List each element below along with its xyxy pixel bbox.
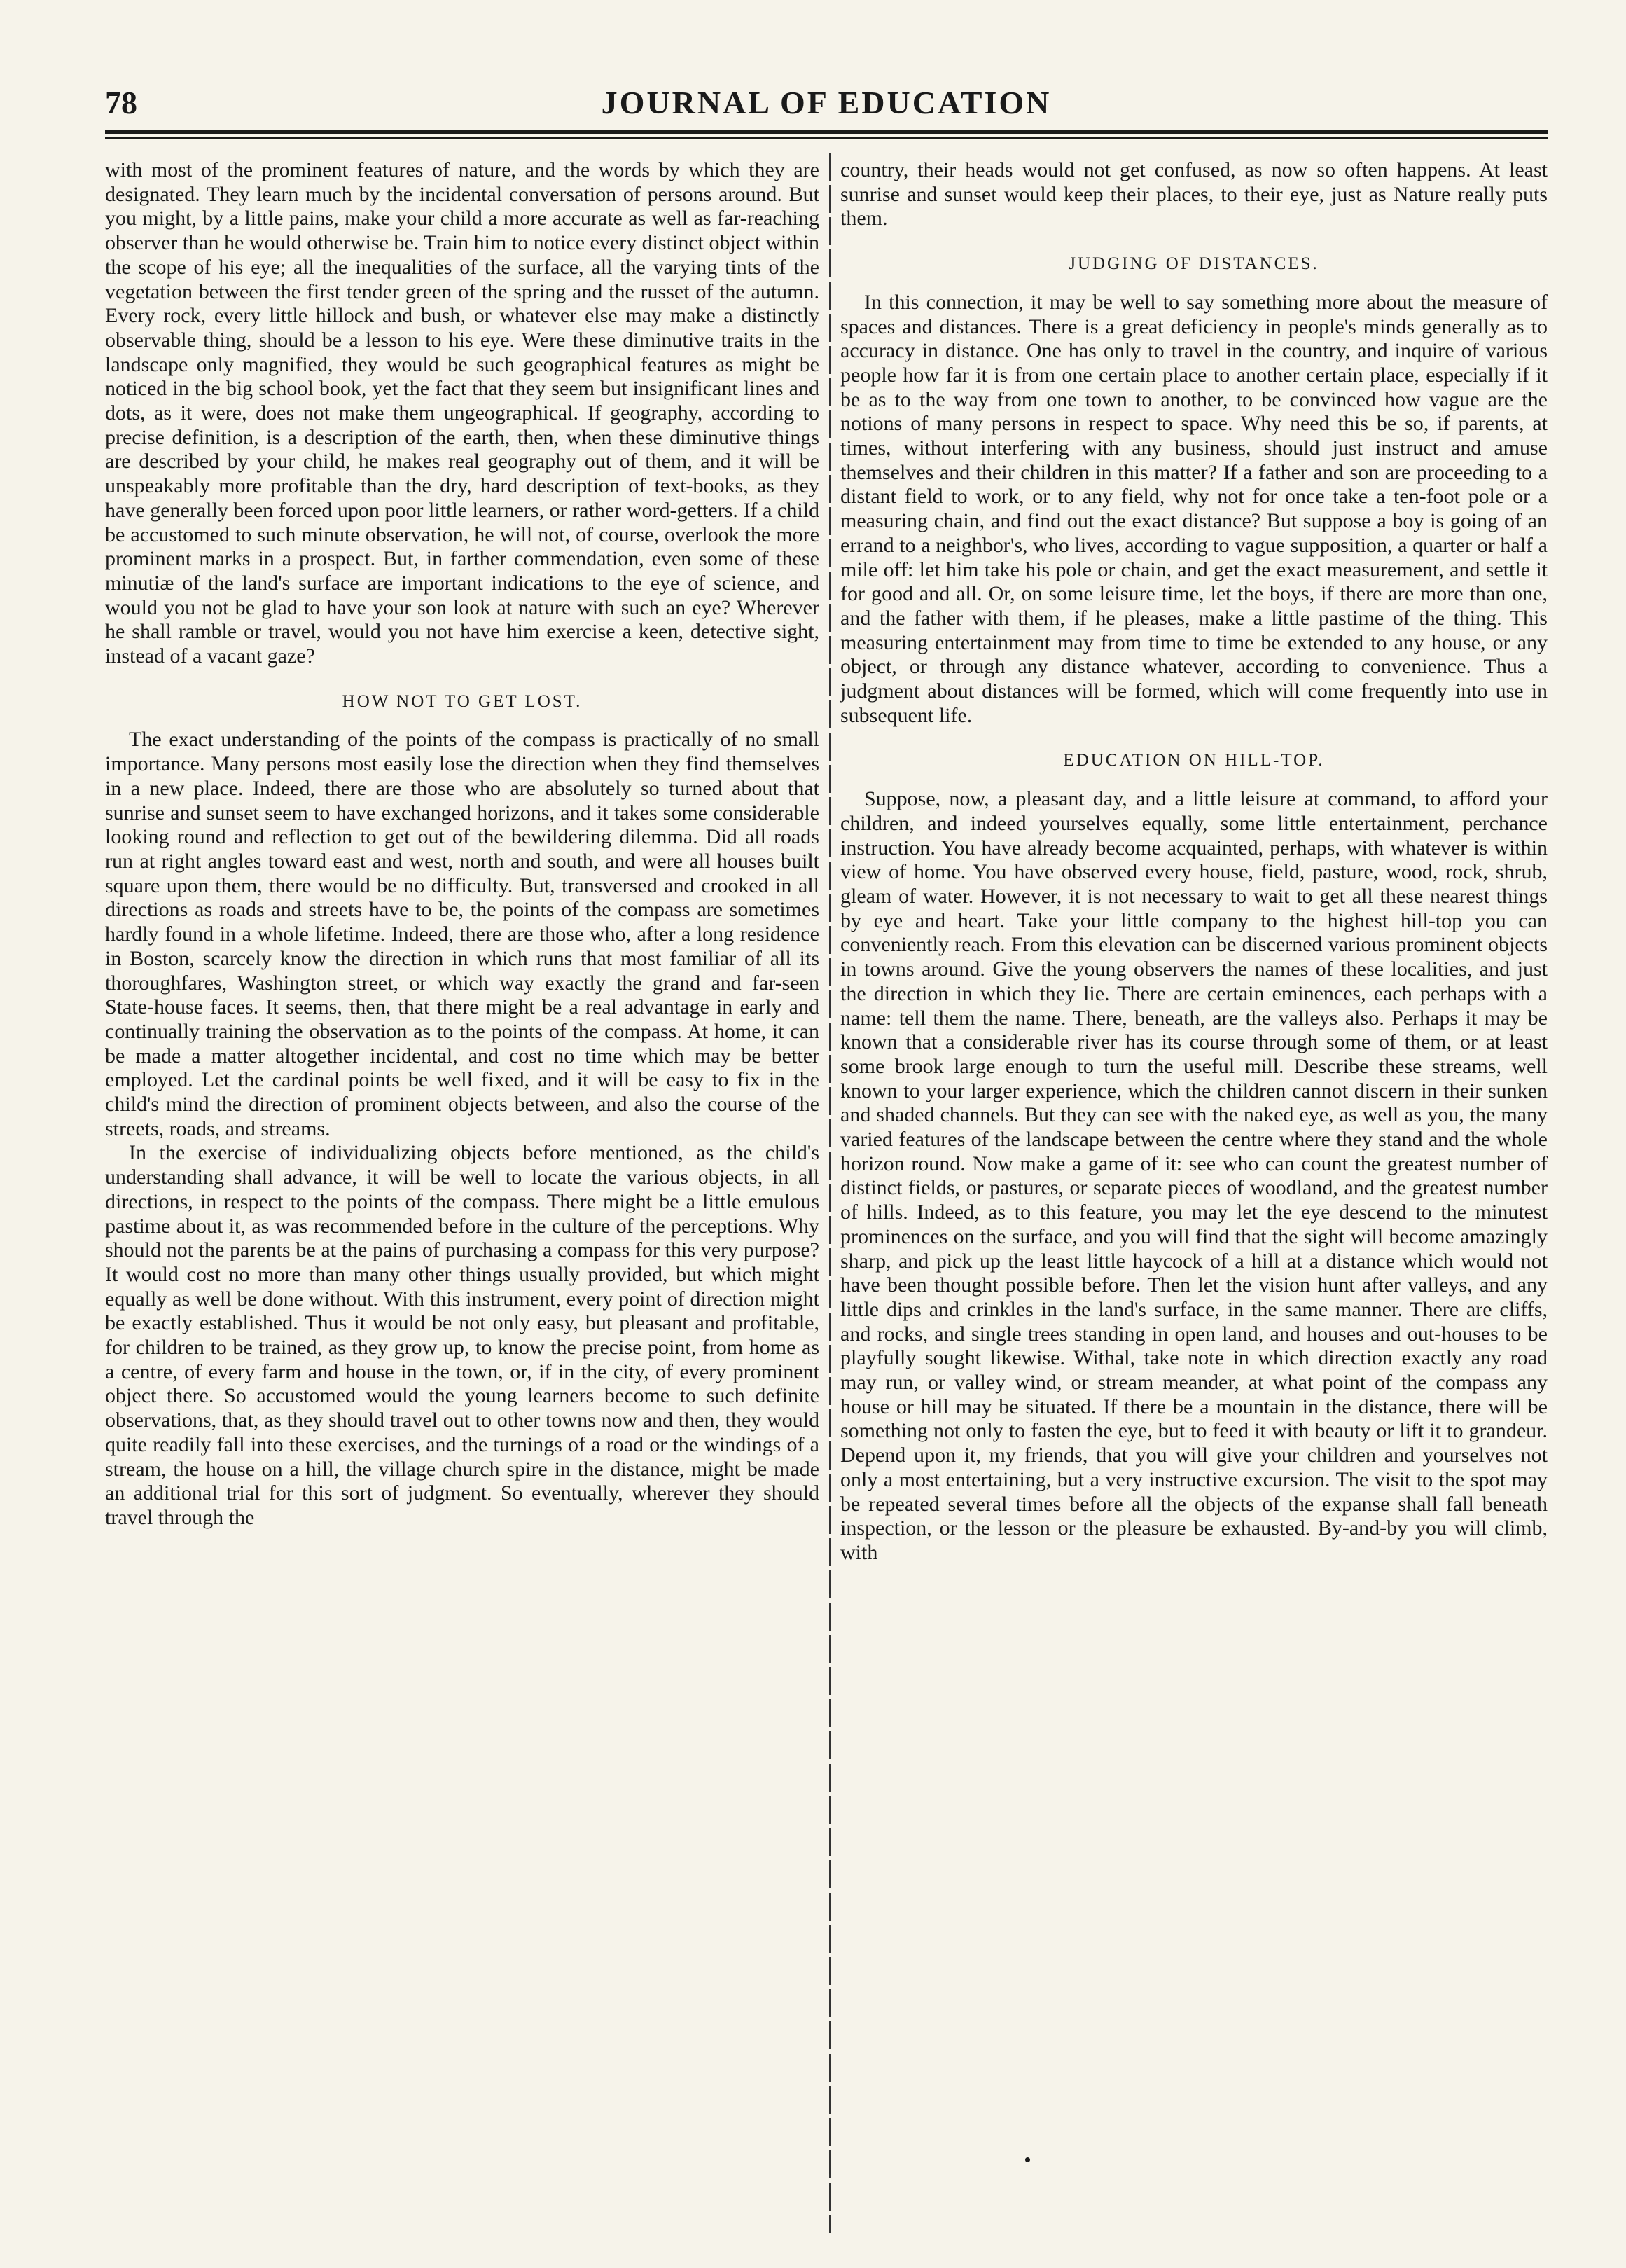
left-paragraph-2: The exact understanding of the points of the compass is practically of no small importance. Many persons most easily lose the direction when they find themselves in a new place. Indeed, there are those who are absolutely so turned about that sunrise and sunset seem to have exchanged horizons, and it takes some considerable looking round and reflection to get out of the bewildering dilemma. Did all roads run at right angles toward east and west, north and south, and were all houses built square upon them, there would be no difficulty. But, transversed and crooked in all directions as roads and streets have to be, the points of the compass are sometimes hardly found in a whole lifetime. Indeed, there are those who, after a long residence in Boston, scarcely know the direction in which runs that most familiar of all its thoroughfares, Washington street, or which way exactly the grand and far-seen State-house faces. It seems, then, that there might be a real advantage in early and continually training the observation as to the points of the compass. At home, it can be made a matter altogether incidental, and cost no time which may be better employed. Let the cardinal points be well fixed, and it will be easy to fix in the child's mind the direction of prominent objects between, and also the course of the streets, roads, and streams. (105, 728, 819, 1140)
header-rule-thin (105, 137, 1548, 139)
right-column (840, 158, 1548, 2232)
left-paragraph-3: In the exercise of individualizing objects before mentioned, as the child's understanding shall advance, it will be well to locate the various objects, in all directions, in respect to the points of the compass. There might be a little emulous pastime about it, as was recommended before in the culture of the perceptions. Why should not the parents be at the pains of purchasing a compass for this very purpose? It would cost no more than many other things usually provided, but which might equally as well be done without. With this instrument, every point of direction might be exactly established. Thus it would be not only easy, but pleasant and profitable, for children to be trained, as they grow up, to know the precise point, from home as a centre, of every farm and house in the town, or, if in the city, of every prominent object there. So accustomed would the young learners become to such definite observations, that, as they should travel out to other towns now and then, they would quite readily fall into these exercises, and the turnings of a road or the windings of a stream, the house on a hill, the village church spire in the distance, might be made an additional trial for this sort of judgment. So eventually, wherever they should travel through the (105, 1141, 819, 1529)
section-heading-judging-of-distances: JUDGING OF DISTANCES. (1069, 254, 1319, 274)
section-heading-education-on-hill-top: EDUCATION ON HILL-TOP. (1063, 751, 1325, 770)
page-number: 78 (105, 85, 137, 120)
header-rule-thick (105, 130, 1548, 134)
page-header (105, 83, 1548, 125)
running-title: JOURNAL OF EDUCATION (601, 85, 1052, 120)
printer-mark-dot (1025, 2157, 1030, 2162)
column-divider (829, 153, 831, 2233)
right-paragraph-2: In this connection, it may be well to say something more about the measure of spaces and distances. There is a great deficiency in people's minds generally as to accuracy in distance. One has only to travel in the country, and inquire of various people how far it is from one certain place to another certain place, especially if it be as to the way from one town to another, to be convinced how vague are the notions of many persons in respect to space. Why need this be so, if parents, at times, without interfering with any business, should just instruct and amuse themselves and their children in this matter? If a father and son are proceeding to a distant field to work, or to any field, why not for once take a ten-foot pole or a measuring chain, and find out the exact distance? But suppose a boy is going of an errand to a neighbor's, who lives, according to vague supposition, a quarter or half a mile off: let him take his pole or chain, and get the exact measurement, and settle it for good and all. Or, on some leisure time, let the boys, if there are more than one, and the father with them, if he pleases, make a little pastime of the thing. This measuring entertainment may from time to time be extended to any house, or any object, or through any distance whatever, according to convenience. Thus a judgment about distances will be formed, which will come frequently into use in subsequent life. (840, 290, 1548, 727)
left-column (105, 158, 819, 2232)
left-paragraph-1: with most of the prominent features of nature, and the words by which they are designated. They learn much by the incidental conversation of persons around. But you might, by a little pains, make your child a more accurate as well as far-reaching observer than he would otherwise be. Train him to notice every distinct object within the scope of his eye; all the inequalities of the surface, all the varying tints of the vegetation between the first tender green of the spring and the russet of the autumn. Every rock, every little hillock and bush, or whatever else may make a distinctly observable thing, should be a lesson to his eye. Were these diminutive traits in the landscape only magnified, they would be such geographical features as might be noticed in the big school book, yet the fact that they seem but insignificant lines and dots, as it were, does not make them ungeographical. If geography, according to precise definition, is a description of the earth, then, when these diminutive things are described by your child, he makes real geography out of them, and it will be unspeakably more profitable than the dry, hard description of text-books, as they have generally been forced upon poor little learners, or rather word-getters. If a child be accustomed to such minute observation, he will not, of course, overlook the more prominent marks in a prospect. But, in farther commendation, even some of these minutiæ of the land's surface are important indications to the eye of science, and would you not be glad to have your son look at nature with such an eye? Wherever he shall ramble or travel, would you not have him exercise a keen, detective sight, instead of a vacant gaze? (105, 158, 819, 668)
right-paragraph-1: country, their heads would not get confused, as now so often happens. At least sunrise and sunset would keep their places, to their eye, just as Nature really puts them. (840, 158, 1548, 230)
section-heading-how-not-to-get-lost: HOW NOT TO GET LOST. (342, 691, 583, 711)
right-paragraph-3: Suppose, now, a pleasant day, and a little leisure at command, to afford your children, and indeed yourselves equally, some little entertainment, perchance instruction. You have already become acquainted, perhaps, with whatever is within view of home. You have observed every house, field, pasture, wood, rock, shrub, gleam of water. However, it is not necessary to wait to get all these nearest things by eye and heart. Take your little company to the highest hill-top you can conveniently reach. From this elevation can be discerned various prominent objects in towns around. Give the young observers the names of these localities, and just the direction in which they lie. There are certain eminences, each perhaps with a name: tell them the name. There, beneath, are the valleys also. Perhaps it may be known that a considerable river has its course through some of them, or at least some brook large enough to turn the useful mill. Describe these streams, well known to your larger experience, which the children cannot discern in their sunken and shaded channels. But they can see with the naked eye, as well as you, the many varied features of the landscape between the centre where they stand and the whole horizon round. Now make a game of it: see who can count the greatest number of distinct fields, or pastures, or separate pieces of woodland, and the greatest number of hills. Indeed, as to this feature, you may let the eye descend to the minutest prominences on the surface, and you will find that the sight will become amazingly sharp, and pick up the least little haycock of a hill at a distance which would not have been thought possible before. Then let the vision hunt after valleys, and any little dips and crinkles in the land's surface, in the same manner. There are cliffs, and rocks, and single trees standing in open land, and houses and out-houses to be playfully sought likewise. Withal, take note in which direction exactly any road may run, or valley wind, or stream meander, at what point of the compass any house or hill may be situated. If there be a mountain in the distance, there will be something not only to fasten the eye, but to feed it with beauty or lift it to grandeur. Depend upon it, my friends, that you will give your children and yourselves not only a most entertaining, but a very instructive excursion. The visit to the spot may be repeated several times before all the objects of the expanse shall fall beneath inspection, or the lesson or the pleasure be exhausted. By-and-by you will climb, with (840, 787, 1548, 1564)
